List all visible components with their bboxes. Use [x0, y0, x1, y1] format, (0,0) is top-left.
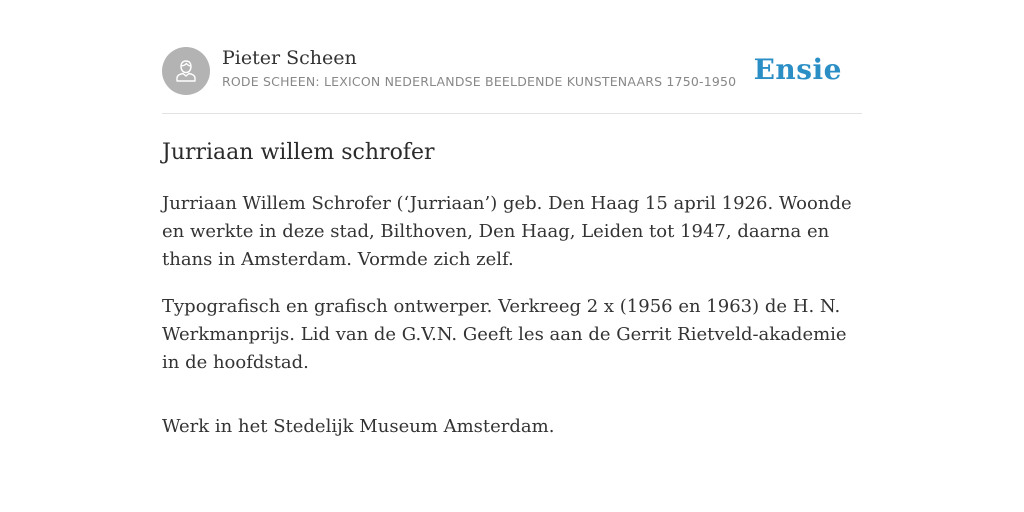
ensie-logo[interactable]: Ensie [753, 53, 842, 86]
author-name[interactable]: Pieter Scheen [222, 47, 357, 69]
paragraph: Jurriaan Willem Schrofer (‘Jurriaan’) geb. Den Haag 15 april 1926. Woonde en werkte in deze stad, Bilthoven, Den Haag, Leiden tot 1947, daarna en thans in Amsterdam. Vormde zich zelf. [162, 193, 852, 270]
paragraph: Typografisch en grafisch ontwerper. Verkreeg 2 x (1956 en 1963) de H. N. Werkmanprijs. Lid van de G.V.N. Geeft les aan de Gerrit Rietveld-akademie in de hoofdstad. [162, 296, 847, 373]
article-header [162, 46, 862, 114]
avatar[interactable] [162, 47, 210, 95]
page-title: Jurriaan willem schrofer [162, 140, 435, 165]
source-title[interactable]: RODE SCHEEN: LEXICON NEDERLANDSE BEELDENDE KUNSTENAARS 1750-1950 [222, 74, 737, 89]
article-body [162, 190, 862, 441]
paragraph: Werk in het Stedelijk Museum Amsterdam. [162, 416, 555, 437]
user-icon [172, 57, 200, 85]
